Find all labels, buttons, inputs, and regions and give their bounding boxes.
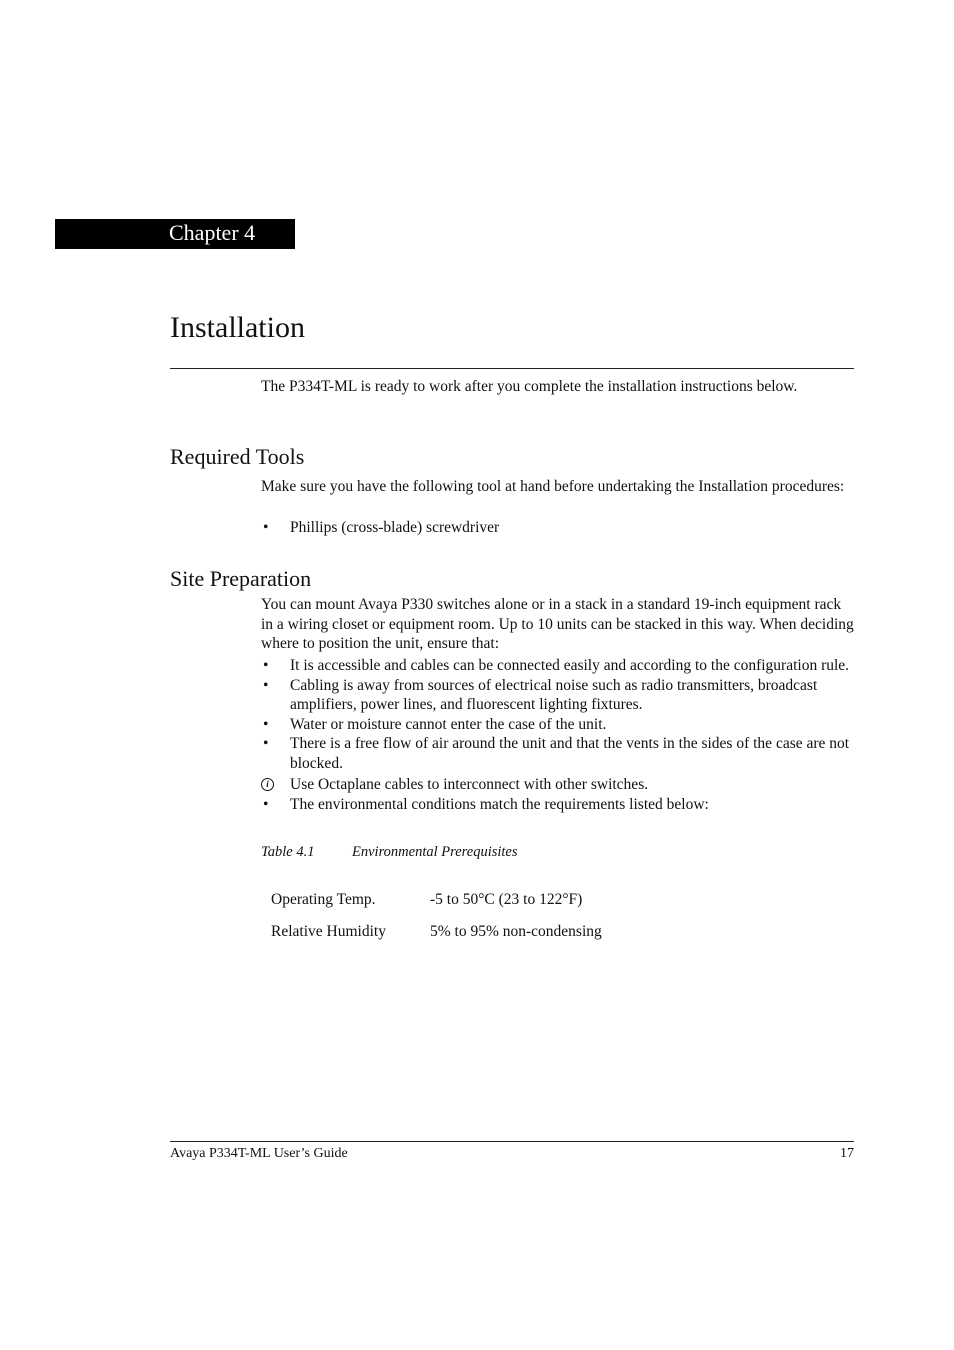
table-cell: -5 to 50°C (23 to 122°F) (430, 891, 583, 908)
table-row (262, 884, 611, 916)
table-title: Environmental Prerequisites (352, 844, 518, 860)
list-item: i Use Octaplane cables to interconnect with other switches. (261, 775, 854, 795)
bullet-icon: • (263, 519, 269, 536)
table-cell: Relative Humidity (271, 923, 386, 940)
required-tools-text: Make sure you have the following tool at hand before undertaking the Installation procedures: (261, 478, 845, 495)
site-preparation-text: You can mount Avaya P330 switches alone or in a stack in a standard 19-inch equipment rack in a wiring closet or equipment room. Up to 10 units can be stacked in this way. When deciding where to position the unit, ensure that: (261, 596, 854, 652)
bullet-icon: • (263, 657, 269, 674)
site-preparation-list (261, 656, 854, 814)
intro-paragraph: The P334T-ML is ready to work after you complete the installation instructions below. (261, 378, 798, 395)
table-caption (261, 843, 518, 861)
info-icon: i (261, 778, 274, 791)
page-title: Installation (170, 311, 305, 344)
bullet-icon: • (263, 676, 269, 694)
list-item: • Cabling is away from sources of electrical noise such as radio transmitters, broadcast amplifiers, power lines, and fluorescent lighting fixtures. (263, 676, 818, 713)
required-tools-heading: Required Tools (170, 444, 305, 469)
table-cell: 5% to 95% non-condensing (430, 923, 602, 940)
table-row (262, 916, 611, 948)
chapter-banner (55, 219, 295, 249)
bullet-icon: • (263, 715, 269, 733)
list-item: • Phillips (cross-blade) screwdriver (263, 519, 500, 536)
title-divider (170, 368, 854, 369)
list-item: • Water or moisture cannot enter the case of the unit. (263, 715, 607, 733)
table-cell: Operating Temp. (271, 891, 376, 908)
chapter-label: Chapter 4 (169, 220, 256, 245)
list-item: • It is accessible and cables can be connected easily and according to the configuration rule. (263, 657, 850, 674)
required-tools-list (261, 518, 854, 538)
bullet-icon: • (263, 735, 269, 752)
list-item: • The environmental conditions match the requirements listed below: (263, 795, 709, 813)
environmental-table (262, 884, 611, 948)
page-number: 17 (840, 1146, 854, 1161)
table-number: Table 4.1 (261, 844, 315, 860)
site-preparation-heading: Site Preparation (170, 566, 312, 591)
footer-guide-title: Avaya P334T-ML User’s Guide (170, 1146, 348, 1161)
bullet-icon: • (263, 795, 269, 813)
footer-divider (170, 1141, 854, 1142)
list-item: • There is a free flow of air around the unit and that the vents in the sides of the case are not blocked. (263, 735, 850, 772)
